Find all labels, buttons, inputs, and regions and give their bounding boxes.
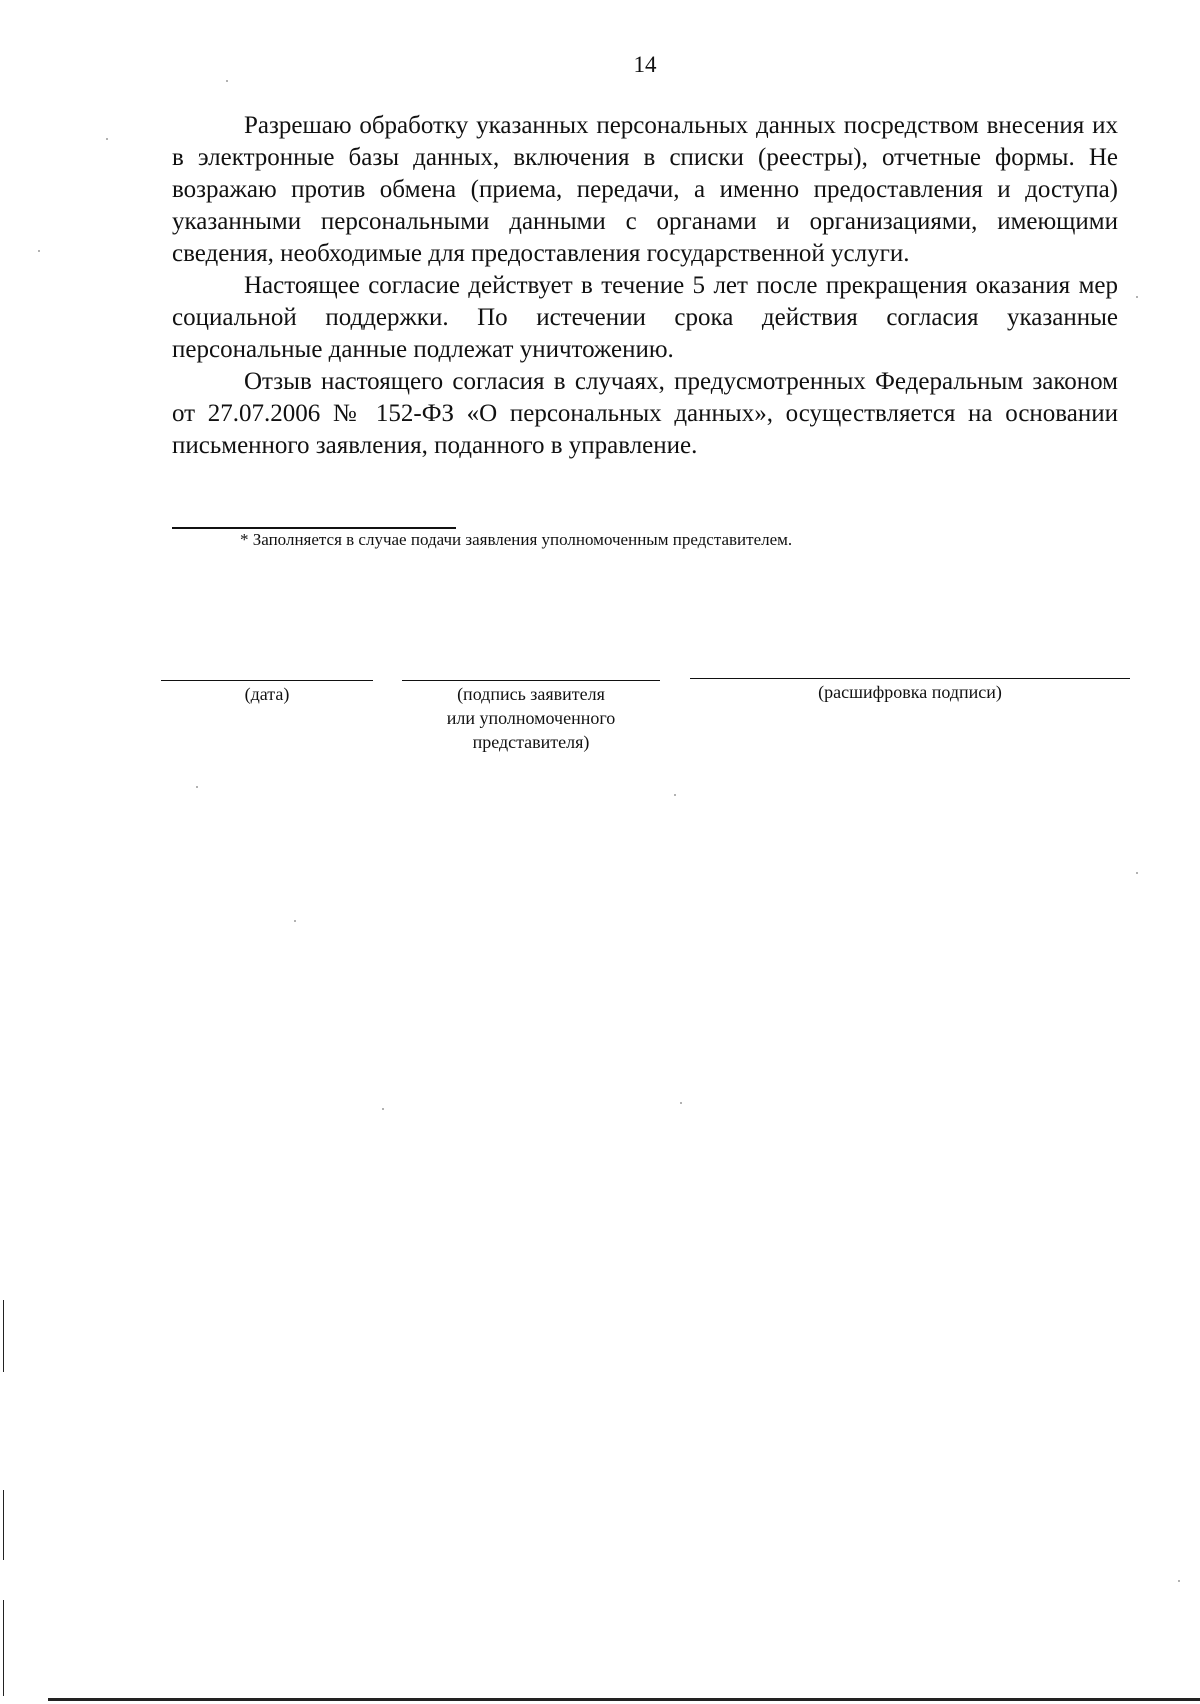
signature-decoding-caption (690, 680, 1130, 704)
signature-caption (402, 682, 660, 754)
scan-speck (1136, 296, 1138, 298)
consent-text (172, 110, 1118, 462)
paragraph-validity-period: Настоящее согласие действует в течение 5 лет после прекращения оказания мер социальной поддержки. По истечении срока действия согласия указанные персональные данные подлежат уничтожению. (172, 272, 1118, 363)
date-caption (161, 682, 373, 706)
date-label: (дата) (244, 684, 290, 704)
scan-speck (226, 80, 228, 82)
page-number: 14 (633, 52, 657, 77)
signature-label-line-2: или уполномоченного (446, 708, 616, 728)
scan-speck (1178, 1580, 1180, 1582)
scan-margin-mark (3, 1490, 4, 1560)
scan-margin-mark (3, 1300, 4, 1372)
scan-speck (382, 1108, 384, 1110)
scan-speck (38, 250, 40, 252)
scan-speck (674, 794, 676, 796)
scan-speck (196, 786, 198, 788)
paragraph-processing-consent: Разрешаю обработку указанных персональных данных посредством внесения их в электронные базы данных, включения в списки (реестры), отчетные формы. Не возражаю против обмена (приема, передачи, а именно предоставления и доступа) указанными персональными данными с органами и организациями, имеющими сведения, необходимые для предоставления государственной услуги. (172, 112, 1118, 267)
signature-label-line-3: представителя) (472, 732, 590, 752)
scan-speck (294, 920, 296, 922)
signature-label-line-1: (подпись заявителя (457, 684, 605, 704)
signature-decoding-line (690, 678, 1130, 679)
footnote: * Заполняется в случае подачи заявления уполномоченным представителем. (240, 530, 793, 549)
scan-speck (106, 138, 108, 140)
scan-margin-mark (3, 1600, 4, 1696)
scan-speck (680, 1102, 682, 1104)
signature-decoding-label: (расшифровка подписи) (818, 682, 1002, 702)
paragraph-revocation: Отзыв настоящего согласия в случаях, предусмотренных Федеральным законом от 27.07.2006 № 152-ФЗ «О персональных данных», осуществляется на основании письменного заявления, поданного в управление. (172, 368, 1118, 459)
scan-bottom-edge (48, 1698, 1200, 1701)
signature-line (402, 680, 660, 681)
scan-speck (1136, 872, 1138, 874)
date-line (161, 680, 373, 681)
